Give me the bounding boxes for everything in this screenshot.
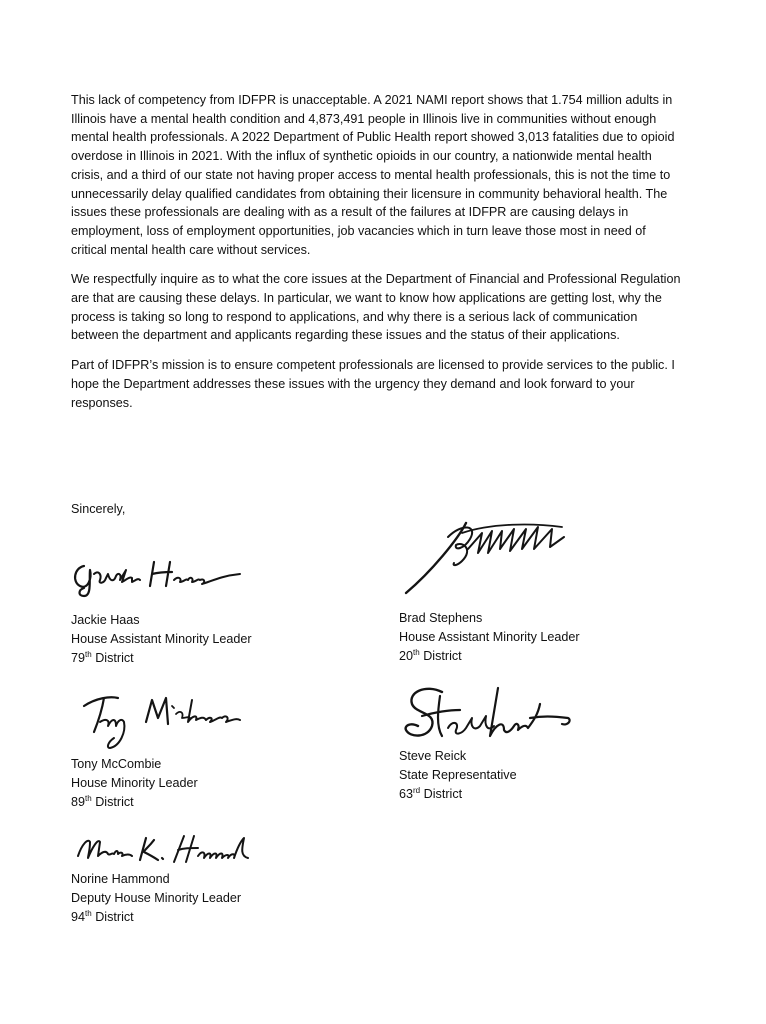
signer-block-reick: [399, 747, 517, 804]
paragraph-3: Part of IDFPR’s mission is to ensure competent professionals are licensed to provide services to the public. I hope the Department addresses these issues with the urgency they demand and look forward to your responses.: [71, 358, 675, 410]
signer-title: House Assistant Minority Leader: [71, 632, 252, 646]
signer-title: Deputy House Minority Leader: [71, 891, 242, 905]
paragraph-2: We respectfully inquire as to what the core issues at the Department of Financial and Professional Regulation are that are causing these delays. In particular, we want to know how applications are getting lost, why the process is taking so long to respond to applications, and why there is a serious lack of communication between the department and applicants regarding these issues and the status of their applications.: [71, 272, 681, 343]
signature-jackie-haas: [70, 552, 250, 598]
signer-district: 63rd District: [399, 785, 463, 801]
signer-district: 79th District: [71, 649, 134, 665]
signer-district: 94th District: [71, 908, 134, 924]
signer-title: House Assistant Minority Leader: [399, 630, 580, 644]
letter-body: [71, 91, 681, 423]
signer-block-hammond: [71, 870, 241, 927]
signer-name: Jackie Haas: [71, 613, 140, 627]
signature-steve-reick: [402, 682, 577, 748]
signer-title: State Representative: [399, 768, 517, 782]
signer-block-mccombie: [71, 755, 198, 812]
signer-block-haas: [71, 611, 252, 668]
signature-norine-hammond: [74, 832, 254, 868]
signer-block-stephens: [399, 609, 580, 666]
signer-name: Norine Hammond: [71, 872, 170, 886]
signer-name: Brad Stephens: [399, 611, 483, 625]
signature-tony-mccombie: [80, 688, 245, 752]
signer-title: House Minority Leader: [71, 776, 198, 790]
signer-name: Tony McCombie: [71, 757, 162, 771]
signer-name: Steve Reick: [399, 749, 467, 763]
signer-district: 89th District: [71, 793, 134, 809]
signature-brad-stephens: [402, 515, 572, 597]
paragraph-1: This lack of competency from IDFPR is unacceptable. A 2021 NAMI report shows that 1.754 million adults in Illinois have a mental health condition and 4,873,491 people in Illinois live in communities without enough mental health professionals. A 2022 Department of Public Health report showed 3,013 fatalities due to opioid overdose in Illinois in 2021. With the influx of synthetic opioids in our country, a nationwide mental health crisis, and a third of our state not having proper access to mental health professionals, this is not the time to unnecessarily delay qualified candidates from obtaining their licensure in community behavioral health. The issues these professionals are dealing with as a result of the failures at IDFPR are causing delays in employment, loss of employment opportunities, job vacancies which in turn leave those most in need of critical mental health care without services.: [71, 93, 675, 257]
signer-district: 20th District: [399, 647, 462, 663]
closing-salutation: Sincerely,: [71, 502, 126, 516]
